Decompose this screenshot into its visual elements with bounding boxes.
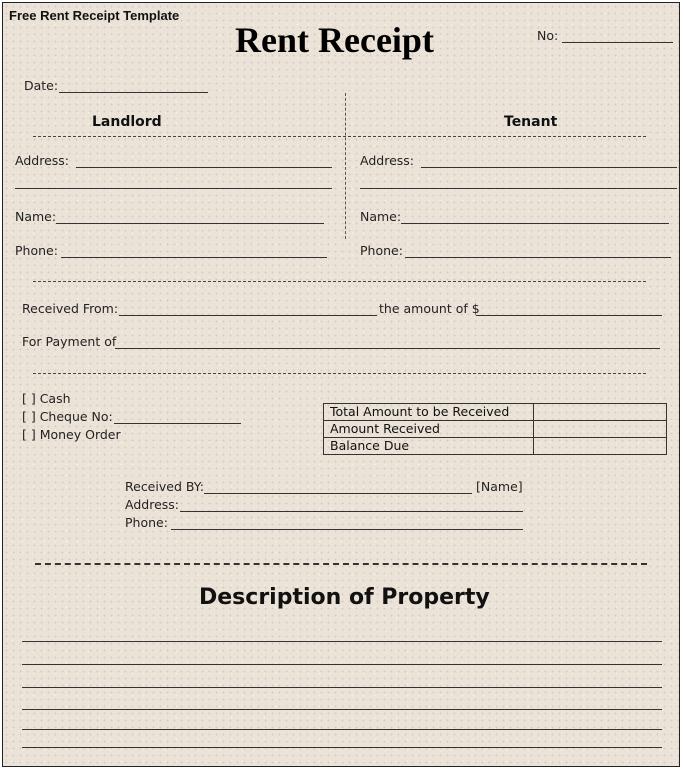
description-line[interactable] [22,709,662,710]
amount-label: the amount of $ [379,301,480,316]
cheque-option[interactable]: [ ] Cheque No: [22,409,113,424]
landlord-address-label: Address: [15,153,69,168]
receipt-number-field[interactable] [562,42,673,43]
received-by-address-field[interactable] [180,511,523,512]
for-payment-field[interactable] [115,348,660,349]
landlord-name-label: Name: [15,209,57,224]
amount-received-value[interactable] [534,421,667,438]
for-payment-label: For Payment of [22,334,117,349]
received-by-field[interactable] [204,493,472,494]
total-amount-label: Total Amount to be Received [324,404,534,421]
description-line[interactable] [22,687,662,688]
tenant-name-field[interactable] [401,223,669,224]
description-line[interactable] [22,664,662,665]
date-label: Date: [24,78,59,93]
tenant-phone-label: Phone: [360,243,403,258]
tenant-address-label: Address: [360,153,414,168]
received-by-address-label: Address: [125,497,179,512]
received-by-label: Received BY: [125,479,204,494]
receipt-number-label: No: [537,28,559,43]
tenant-address-field[interactable] [421,167,677,168]
description-line[interactable] [22,641,662,642]
table-row [324,404,667,421]
balance-due-label: Balance Due [324,438,534,455]
section-divider [33,136,646,137]
template-title: Free Rent Receipt Template [9,8,180,23]
total-amount-value[interactable] [534,404,667,421]
landlord-heading: Landlord [92,114,162,130]
section-divider [33,281,646,282]
landlord-phone-label: Phone: [15,243,58,258]
tenant-address-field-2[interactable] [360,188,677,189]
received-by-phone-field[interactable] [171,529,523,530]
totals-table [323,403,667,455]
received-by-phone-label: Phone: [125,515,168,530]
receipt-form [2,2,680,767]
tenant-name-label: Name: [360,209,402,224]
description-line[interactable] [22,729,662,730]
balance-due-value[interactable] [534,438,667,455]
landlord-address-field[interactable] [76,167,332,168]
description-line[interactable] [22,747,662,748]
tenant-heading: Tenant [504,114,558,130]
column-divider [345,93,346,239]
section-divider [35,563,647,565]
landlord-phone-field[interactable] [61,257,327,258]
section-divider [33,373,646,374]
received-from-field[interactable] [119,315,377,316]
received-by-name-suffix: [Name] [476,479,523,494]
table-row [324,438,667,455]
landlord-name-field[interactable] [56,223,324,224]
description-heading: Description of Property [199,585,490,610]
money-order-option[interactable]: [ ] Money Order [22,427,121,442]
amount-received-label: Amount Received [324,421,534,438]
landlord-address-field-2[interactable] [15,188,332,189]
page-title: Rent Receipt [235,20,434,60]
received-from-label: Received From: [22,301,119,316]
date-field[interactable] [59,92,208,93]
amount-field[interactable] [476,315,662,316]
tenant-phone-field[interactable] [405,257,671,258]
table-row [324,421,667,438]
cash-option[interactable]: [ ] Cash [22,391,71,406]
cheque-number-field[interactable] [114,423,241,424]
